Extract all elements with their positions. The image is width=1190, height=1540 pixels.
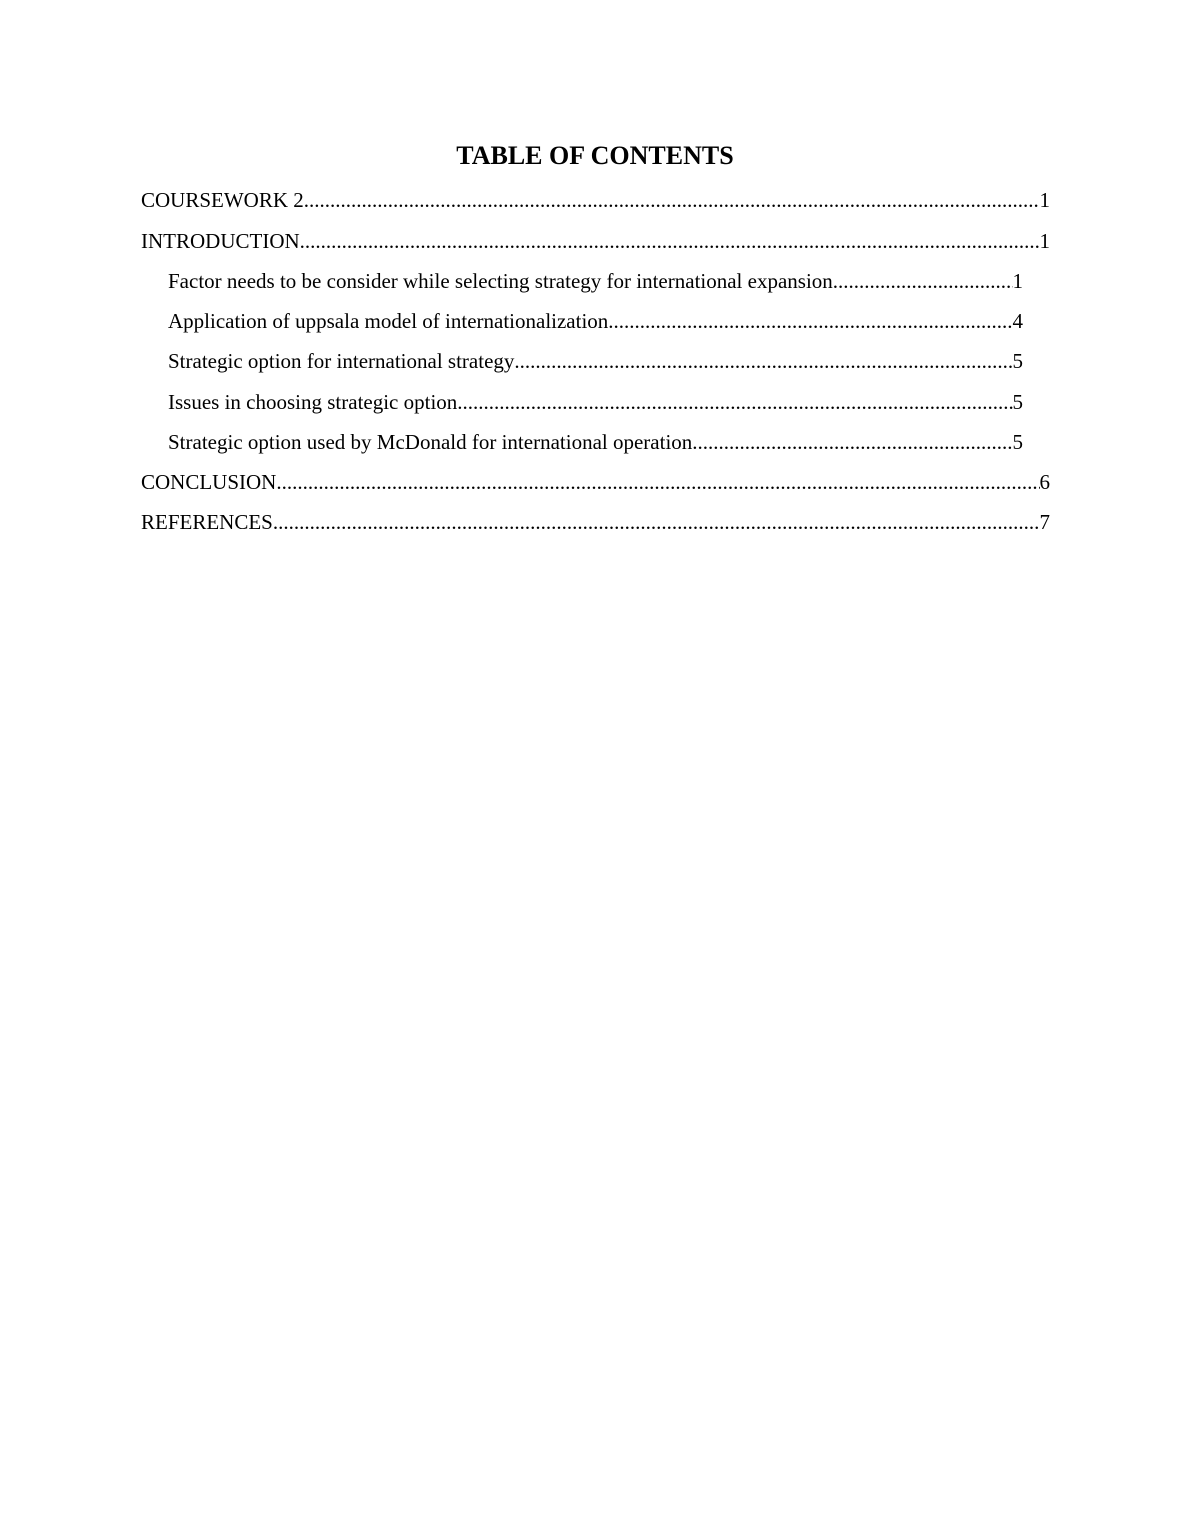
toc-dot-leader	[457, 387, 1012, 417]
toc-entry-title: Strategic option for international strategy	[168, 349, 515, 373]
toc-entry-title: CONCLUSION	[141, 470, 277, 494]
toc-dot-leader	[514, 346, 1012, 376]
toc-entry-conclusion[interactable]	[141, 467, 1050, 497]
toc-dot-leader	[276, 467, 1039, 497]
toc-dot-leader	[833, 266, 1013, 296]
toc-dot-leader	[273, 507, 1040, 537]
toc-entry-mcdonald[interactable]	[168, 427, 1023, 457]
toc-page-number: 4	[1012, 309, 1023, 333]
toc-entry-title: COURSEWORK 2	[141, 188, 304, 212]
toc-entry-coursework[interactable]	[141, 185, 1050, 215]
toc-entry-introduction[interactable]	[141, 226, 1050, 256]
toc-dot-leader	[304, 185, 1040, 215]
toc-dot-leader	[300, 226, 1040, 256]
toc-dot-leader	[692, 427, 1012, 457]
toc-page-number: 1	[1039, 188, 1050, 212]
toc-entry-title: Application of uppsala model of internationalization	[168, 309, 609, 333]
toc-page-number: 1	[1039, 229, 1050, 253]
toc-entry-uppsala-model[interactable]	[168, 306, 1023, 336]
toc-entry-title: Issues in choosing strategic option	[168, 390, 458, 414]
toc-dot-leader	[608, 306, 1012, 336]
toc-page-number: 5	[1012, 430, 1023, 454]
toc-title: TABLE OF CONTENTS	[456, 141, 734, 170]
toc-page-number: 1	[1012, 269, 1023, 293]
toc-entry-strategic-option[interactable]	[168, 346, 1023, 376]
toc-entry-title: REFERENCES	[141, 510, 273, 534]
toc-page-number: 5	[1012, 349, 1023, 373]
toc-page-number: 6	[1039, 470, 1050, 494]
toc-entry-factors[interactable]	[168, 266, 1023, 296]
toc-entry-title: Factor needs to be consider while selecting strategy for international expansion	[168, 269, 833, 293]
toc-entry-title: INTRODUCTION	[141, 229, 300, 253]
toc-entry-title: Strategic option used by McDonald for international operation	[168, 430, 693, 454]
toc-page-number: 5	[1012, 390, 1023, 414]
toc-entry-issues[interactable]	[168, 387, 1023, 417]
toc-page-number: 7	[1039, 510, 1050, 534]
toc-entry-references[interactable]	[141, 507, 1050, 537]
